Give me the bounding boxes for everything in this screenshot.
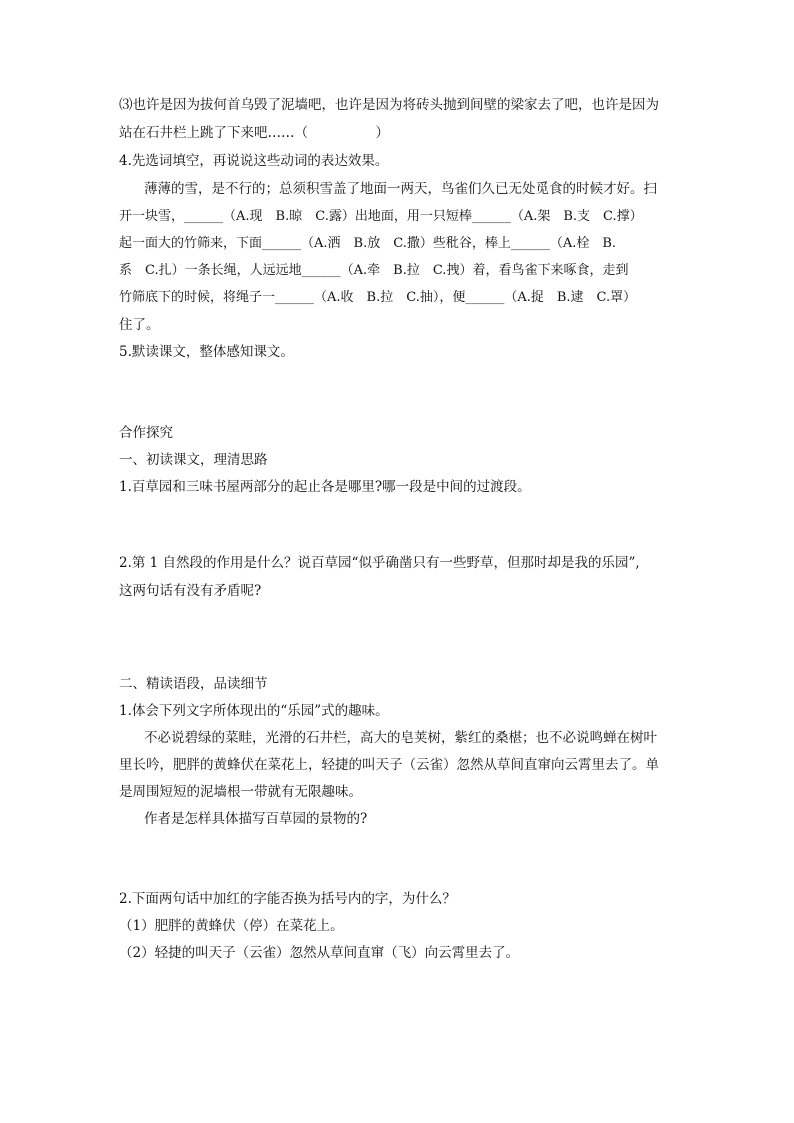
sub-question: （2）轻捷的叫天子（云雀）忽然从草间直窜（飞）向云霄里去了。 — [119, 945, 520, 961]
text-line: 起一面大的竹筛来，下面______（A.洒 B.放 C.撒）些秕谷，棒上______（A.栓 B. — [119, 236, 617, 251]
question-line: 这两句话有没有矛盾呢? — [119, 583, 262, 599]
text-line: 站在石井栏上跳了下来吧……（ ） — [119, 125, 389, 141]
quote-line: 不必说碧绿的菜畦，光滑的石井栏，高大的皂荚树，紫红的桑椹；也不必说鸣蝉在树叶 — [144, 730, 657, 746]
question-line: 作者是怎样具体描写百草园的景物的? — [144, 811, 368, 827]
quote-line: 里长吟，肥胖的黄蜂伏在菜花上，轻捷的叫天子（云雀）忽然从草间直窜向云霄里去了。单 — [119, 757, 659, 773]
quote-line: 是周围短短的泥墙根一带就有无限趣味。 — [119, 784, 362, 800]
section-title: 合作探究 — [119, 425, 173, 441]
question-line: 1.体会下列文字所体现出的“乐园”式的趣味。 — [119, 703, 389, 719]
section-heading: 一、初读课文，理清思路 — [119, 452, 268, 468]
question-line: 2.第 1 自然段的作用是什么？说百草园“似乎确凿只有一些野草，但那时却是我的乐园”, — [119, 555, 640, 571]
sub-question: （1）肥胖的黄蜂伏（停）在菜花上。 — [119, 918, 344, 934]
text-line: 系 C.扎）一条长绳，人远远地______（A.牵 B.拉 C.拽）着，看鸟雀下来啄食，走到 — [119, 263, 629, 278]
question-heading: 5.默读课文，整体感知课文。 — [119, 344, 294, 360]
section-heading: 二、精读语段，品读细节 — [119, 676, 268, 692]
text-line: 住了。 — [119, 317, 160, 333]
text-line: 薄薄的雪，是不行的；总须积雪盖了地面一两天，鸟雀们久已无处觅食的时候才好。扫 — [144, 181, 657, 197]
text-line: 开一块雪，______（A.现 B.晾 C.露）出地面，用一只短棒______（A.架 B.支 C.撑） — [119, 209, 643, 224]
question-heading: 4.先选词填空，再说说这些动词的表达效果。 — [119, 153, 389, 169]
question-line: 1.百草园和三味书屋两部分的起止各是哪里?哪一段是中间的过渡段。 — [119, 479, 531, 495]
question-line: 2.下面两句话中加红的字能否换为括号内的字，为什么？ — [119, 891, 456, 907]
text-line: 竹筛底下的时候，将绳子一______（A.收 B.拉 C.抽），便______（A.捉 B.逮 C.罩） — [119, 290, 637, 305]
text-line: ⑶也许是因为拔何首乌毁了泥墙吧，也许是因为将砖头抛到间壁的梁家去了吧，也许是因为 — [119, 97, 659, 113]
